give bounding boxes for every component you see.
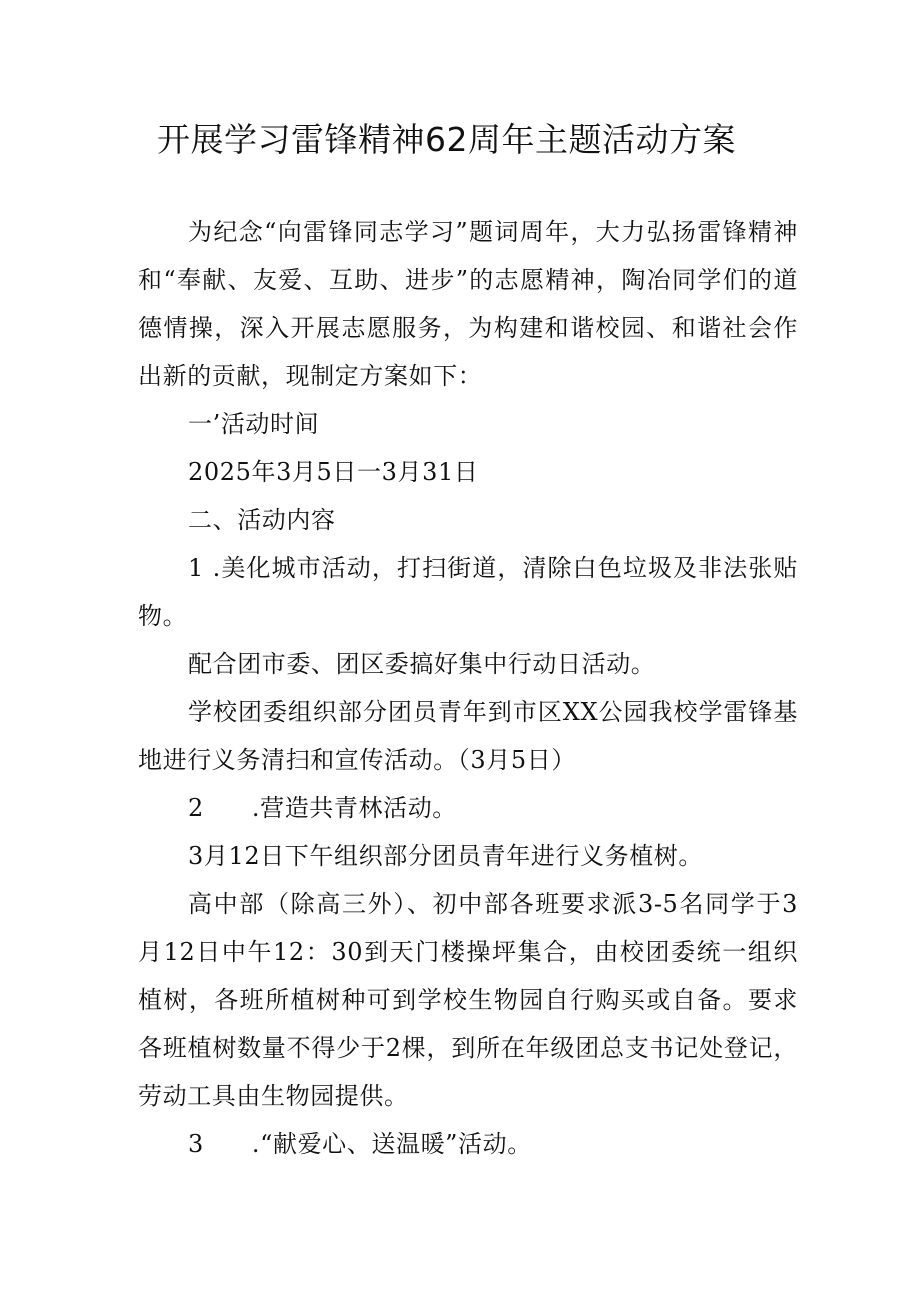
intro-paragraph: 为纪念“向雷锋同志学习”题词周年，大力弘扬雷锋精神和“奉献、友爱、互助、进步”的志愿精神，陶冶同学们的道德情操，深入开展志愿服务，为构建和谐校园、和谐社会作出新的贡献，现制定方案如下： [138,218,798,390]
item-2-text: .营造共青林活动。 [251,794,457,822]
item-3-heading [138,1120,798,1168]
item-2-heading [138,784,798,832]
section-heading-time: 一’活动时间 [188,410,320,438]
document-body [138,208,798,1168]
item-1-detail-2: 学校团委组织部分团员青年到市区XX公园我校学雷锋基地进行义务清扫和宣传活动。（3月5日） [138,698,798,774]
date-range-paragraph: 2025年3月5日一3月31日 [188,458,479,486]
item-3-text: .“献爱心、送温暖”活动。 [251,1130,532,1158]
item-2-number: 2 [188,794,204,822]
item-1-paragraph: 1 .美化城市活动，打扫街道，清除白色垃圾及非法张贴物。 [138,554,798,630]
item-3-number: 3 [188,1130,204,1158]
item-2-detail-1: 3月12日下午组织部分团员青年进行义务植树。 [188,842,704,870]
page-title: 开展学习雷锋精神62周年主题活动方案 [157,120,736,159]
item-2-detail-2: 高中部（除高三外）、初中部各班要求派3-5名同学于3月12日中午12：30到天门楼操坪集合，由校团委统一组织植树，各班所植树种可到学校生物园自行购买或自备。要求各班植树数量不得少于2棵，到所在年级团总支书记处登记，劳动工具由生物园提供。 [138,890,798,1110]
item-1-detail-1: 配合团市委、团区委搞好集中行动日活动。 [188,650,656,678]
section-heading-content: 二、活动内容 [188,506,336,534]
